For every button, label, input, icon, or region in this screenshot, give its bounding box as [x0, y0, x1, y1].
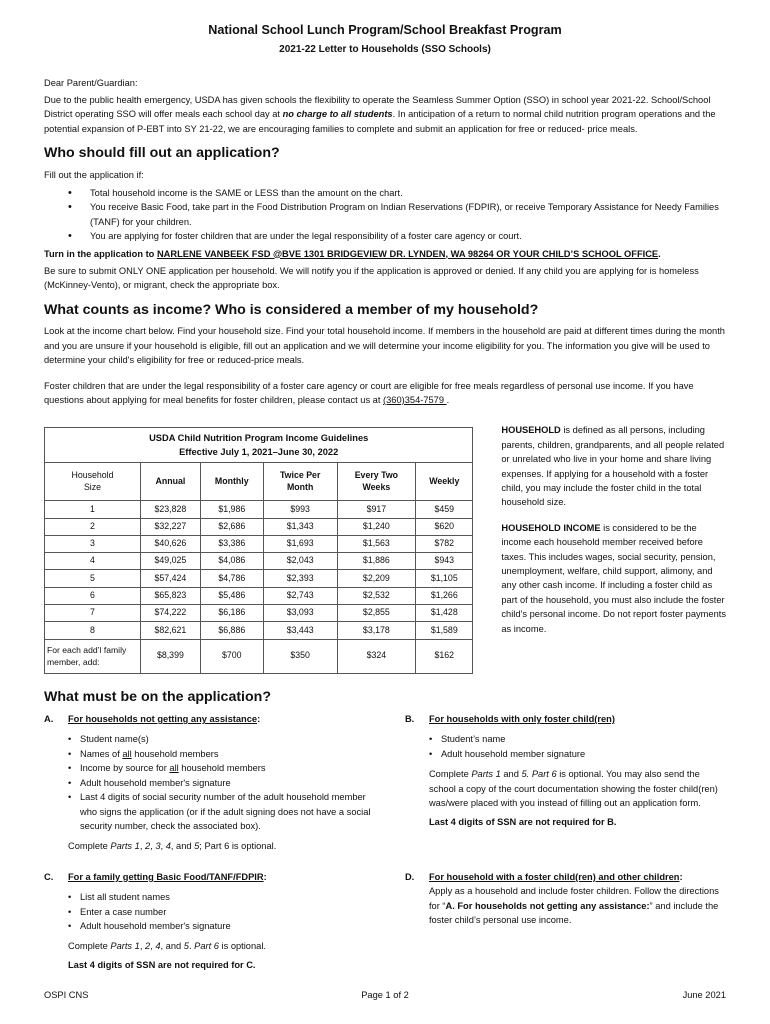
cell-every: $3,178 [337, 622, 416, 639]
section-c-note: Last 4 digits of SSN are not required for C. [68, 959, 256, 970]
section-letter: D. [404, 871, 415, 882]
item-text: Adult household member's signature [80, 777, 231, 788]
cell-weekly: $459 [416, 501, 473, 518]
who-bullets [68, 186, 726, 244]
intro-text-end: . In anticipation of a return to normal child nutrition program operations and the potential expansion of P-EBT into SY 21-22, we are encouraging families to complete and submit an application for free or reduced- price meals. [44, 109, 716, 134]
income-section [44, 427, 726, 673]
cell-annual: $32,227 [141, 518, 201, 535]
item-underline: all [169, 763, 179, 774]
item-text: household members [178, 763, 266, 774]
household-definitions [501, 423, 726, 673]
cell-twice: $2,393 [263, 570, 337, 587]
cell-size: 5 [45, 570, 141, 587]
text: Parts 1 [471, 769, 501, 780]
col-weekly: Weekly [416, 463, 473, 501]
text: and [500, 769, 522, 780]
section-a [44, 712, 383, 854]
document-title: National School Lunch Program/School Breakfast Program [208, 23, 562, 37]
section-title-text: For households with only foster child(ren) [428, 714, 615, 725]
col-label: Weeks [362, 481, 391, 492]
text: 5 [194, 841, 200, 852]
section-a-items [68, 732, 383, 833]
intro-paragraph [44, 93, 726, 136]
cell-twice: $1,693 [263, 535, 337, 552]
col-every-two-weeks [337, 463, 416, 501]
sections-ab [44, 712, 726, 854]
text: , and [160, 941, 184, 952]
cell-every: $2,532 [337, 587, 416, 604]
col-twice-per-month [263, 463, 337, 501]
table-row [45, 570, 473, 587]
household-income-term: HOUSEHOLD INCOME [501, 522, 601, 533]
household-text: is defined as all persons, including parents, children, grandparents, and all people related or unrelated who live in your home and share living expenses. If applying for a household with a foster child, you may include the foster child in the total household size. [501, 425, 725, 508]
cell-annual: $57,424 [141, 570, 201, 587]
turn-in-prefix: Turn in the application to [44, 248, 157, 259]
submit-note: Be sure to submit ONLY ONE application per household. We will notify you if the application is approved or denied. If any child you are applying for is homeless (McKinney-Vento), or migrant, check the appropriate box. [44, 266, 699, 291]
cell-annual: $65,823 [141, 587, 201, 604]
cell-every: $1,240 [337, 518, 416, 535]
income-guidelines-table [44, 427, 473, 673]
text: 5 [183, 941, 189, 952]
col-label: Household [71, 469, 114, 480]
section-b-complete [429, 767, 726, 810]
text: . [188, 941, 195, 952]
section-title-suffix: : [263, 871, 267, 882]
section-d-text [429, 884, 726, 927]
cell-annual: $74,222 [141, 605, 201, 622]
heading-must: What must be on the application? [44, 688, 271, 705]
foster-text: Foster children that are under the legal responsibility of a foster care agency or court are eligible for free meals regardless of personal use income. If you have questions about applying for meal benefits for foster children, please contact us at [44, 380, 694, 405]
section-a-title [68, 712, 260, 726]
cell-size: 1 [45, 501, 141, 518]
text: , and [170, 841, 195, 852]
text: Apply as a household and include foster children. Follow the directions for “ [428, 886, 719, 911]
cell-monthly: $4,086 [200, 553, 263, 570]
turn-in-instruction [44, 247, 726, 261]
page-footer [44, 988, 726, 1002]
heading-income: What counts as income? Who is considered a member of my household? [44, 301, 539, 318]
cell-annual: $49,025 [141, 553, 201, 570]
col-label: Size [83, 481, 102, 492]
text: , [139, 841, 145, 852]
turn-in-address: NARLENE VANBEEK FSD @BVE 1301 BRIDGEVIEW DR. LYNDEN, WA 98264 OR YOUR CHILD’S SCHOOL OFFICE [156, 248, 659, 259]
list-item [68, 761, 383, 775]
contact-phone: (360)354-7579 [383, 394, 447, 405]
table-caption-line: USDA Child Nutrition Program Income Guidelines [149, 433, 369, 444]
table-row [45, 605, 473, 622]
table-row [45, 501, 473, 518]
foster-paragraph [44, 379, 726, 408]
section-a-complete [68, 839, 383, 853]
cell-twice: $3,443 [263, 622, 337, 639]
section-letter: C. [44, 871, 54, 882]
section-b-title [429, 712, 615, 726]
section-title-text: For a family getting Basic Food/TANF/FDPIR [68, 871, 264, 882]
cell-weekly: $782 [416, 535, 473, 552]
cell-monthly: $6,886 [200, 622, 263, 639]
cell-twice: $1,343 [263, 518, 337, 535]
section-c-head [44, 870, 383, 884]
cell-annual: $8,399 [141, 639, 201, 673]
cell-monthly: $6,186 [200, 605, 263, 622]
cell-every: $2,209 [337, 570, 416, 587]
text: 4 [165, 841, 171, 852]
sections-cd [44, 870, 726, 972]
cell-twice: $2,043 [263, 553, 337, 570]
cell-twice: $2,743 [263, 587, 337, 604]
greeting: Dear Parent/Guardian: [44, 77, 138, 88]
col-label: Every Two [354, 469, 399, 480]
section-a-head [44, 712, 383, 726]
cell-twice: $350 [263, 639, 337, 673]
cell-monthly: $2,686 [200, 518, 263, 535]
item-text: Names of [80, 748, 123, 759]
footer-page-number: Page 1 of 2 [361, 990, 409, 1000]
list-item [68, 732, 383, 746]
cell-weekly: $943 [416, 553, 473, 570]
text: 3 [155, 841, 161, 852]
col-label: Twice Per [279, 469, 321, 480]
cell-every: $1,563 [337, 535, 416, 552]
section-title-text: For household with a foster child(ren) and other children [428, 871, 680, 882]
cell-weekly: $1,428 [416, 605, 473, 622]
text: Parts 1 [110, 941, 140, 952]
cell-weekly: $1,589 [416, 622, 473, 639]
label-line: member, add: [47, 657, 100, 668]
text: , [150, 941, 156, 952]
cell-monthly: $700 [200, 639, 263, 673]
table-caption [45, 428, 473, 463]
item-text: Income by source for [80, 763, 170, 774]
intro-emphasis: no charge to all students [282, 109, 393, 120]
label-line: For each add’l family [47, 644, 127, 655]
table-caption-line: Effective July 1, 2021–June 30, 2022 [179, 446, 339, 457]
text: 2 [145, 841, 151, 852]
cell-size: 4 [45, 553, 141, 570]
text: 2 [145, 941, 151, 952]
item-underline: all [122, 748, 132, 759]
list-item: • Adult household member signature [429, 747, 726, 761]
additional-member-label [45, 639, 141, 673]
cell-every: $917 [337, 501, 416, 518]
text: Complete [428, 769, 472, 780]
list-item [68, 776, 383, 790]
table-row [45, 553, 473, 570]
heading-who: Who should fill out an application? [44, 145, 280, 162]
section-c [44, 870, 383, 972]
table-row [45, 535, 473, 552]
cell-annual: $23,828 [141, 501, 201, 518]
cell-size: 6 [45, 587, 141, 604]
col-label: Month [286, 481, 314, 492]
cell-monthly: $1,986 [200, 501, 263, 518]
cell-every: $324 [337, 639, 416, 673]
section-letter: B. [404, 714, 415, 725]
cell-annual: $40,626 [141, 535, 201, 552]
cell-weekly: $1,105 [416, 570, 473, 587]
table-row-additional [45, 639, 473, 673]
text: ; Part 6 is optional. [199, 841, 277, 852]
household-definition [501, 423, 726, 509]
who-bullet: • Total household income is the SAME or LESS than the amount on the chart. [68, 186, 726, 200]
household-term: HOUSEHOLD [501, 425, 561, 436]
item-text: Student name(s) [80, 734, 149, 745]
who-lead: Fill out the application if: [44, 169, 144, 180]
col-annual: Annual [141, 463, 201, 501]
who-bullet: • You are applying for foster children that are under the legal responsibility of a foster care agency or court. [68, 229, 726, 243]
footer-date: June 2021 [682, 990, 726, 1000]
cell-monthly: $5,486 [200, 587, 263, 604]
cell-weekly: $620 [416, 518, 473, 535]
list-item: • Student’s name [429, 732, 726, 746]
section-c-title [68, 870, 267, 884]
cell-size: 8 [45, 622, 141, 639]
cell-monthly: $3,386 [200, 535, 263, 552]
list-item: • List all student names [68, 890, 383, 904]
section-b-head [405, 712, 726, 726]
section-b-note: Last 4 digits of SSN are not required for B. [428, 816, 617, 827]
cell-size: 3 [45, 535, 141, 552]
section-b-items [429, 732, 726, 761]
text: Complete [68, 841, 111, 852]
income-paragraph: Look at the income chart below. Find your household size. Find your total household income. If members in the household are paid at different times during the month and you are unsure if your household is eligible, fill out an application and we will determine your income eligibility for you. The information you give will be used to determine your child's eligibility for free or reduced-price meals. [44, 326, 725, 366]
list-item: • Enter a case number [68, 905, 383, 919]
list-item [68, 790, 383, 833]
item-text: household members [131, 748, 219, 759]
cell-annual: $82,621 [141, 622, 201, 639]
list-item [68, 747, 383, 761]
household-income-text: is considered to be the income each household member received before taxes. This includes wages, social security, pension, unemployment, welfare, child support, alimony, and any other cash income. If including a foster child as part of the household, you must also include the foster child’s personal income. Do not report foster payments as income. [501, 522, 726, 634]
section-c-complete [68, 939, 383, 953]
text: A. For households not getting any assistance: [445, 900, 650, 911]
document-subtitle: 2021-22 Letter to Households (SSO Schools) [279, 44, 491, 55]
text: is optional. [218, 941, 266, 952]
table-row [45, 587, 473, 604]
text: 5. Part 6 [521, 769, 557, 780]
cell-weekly: $1,266 [416, 587, 473, 604]
turn-in-suffix: . [658, 248, 661, 259]
foster-text-end: . [446, 394, 450, 405]
table-row [45, 518, 473, 535]
section-title-suffix: : [679, 871, 683, 882]
table-body [45, 501, 473, 639]
section-title-text: For households not getting any assistance [68, 714, 258, 725]
item-text: Last 4 digits of social security number of the adult household member who signs the application (or if the adult signing does not have a social security number, check the associated box). [80, 792, 371, 831]
section-c-items [68, 890, 383, 933]
cell-every: $1,886 [337, 553, 416, 570]
section-b [405, 712, 726, 854]
text: , [160, 841, 166, 852]
text: Part 6 [194, 941, 219, 952]
cell-weekly: $162 [416, 639, 473, 673]
text: , [139, 941, 145, 952]
section-title-suffix: : [257, 714, 261, 725]
text: ” and include the foster child’s personal use income. [428, 900, 719, 925]
footer-left: OSPI CNS [44, 990, 89, 1000]
cell-size: 2 [45, 518, 141, 535]
text: is optional. You may also send the school a copy of the court documentation showing the foster child(ren) was/were placed with you instead of filling out an application form. [428, 769, 718, 809]
table-row [45, 622, 473, 639]
cell-twice: $3,093 [263, 605, 337, 622]
cell-every: $2,855 [337, 605, 416, 622]
text: , [150, 841, 156, 852]
household-income-definition [501, 521, 726, 636]
cell-monthly: $4,786 [200, 570, 263, 587]
text: Complete [68, 941, 111, 952]
who-bullet: • You receive Basic Food, take part in the Food Distribution Program on Indian Reservations (FDPIR), or receive Temporary Assistance for Needy Families (TANF) for your children. [68, 200, 726, 229]
cell-size: 7 [45, 605, 141, 622]
col-monthly: Monthly [200, 463, 263, 501]
text: 4 [155, 941, 161, 952]
section-d-title [429, 870, 683, 884]
intro-text: Due to the public health emergency, USDA has given schools the flexibility to operate the Seamless Summer Option (SSO) in school year 2021-22. School/School District operating SSO will offer meals each school day at [44, 94, 711, 120]
section-d-head [405, 870, 726, 884]
text: Parts 1 [110, 841, 140, 852]
cell-twice: $993 [263, 501, 337, 518]
list-item: • Adult household member's signature [68, 919, 383, 933]
section-letter: A. [44, 714, 54, 725]
col-household-size [45, 463, 141, 501]
section-d [405, 870, 726, 972]
